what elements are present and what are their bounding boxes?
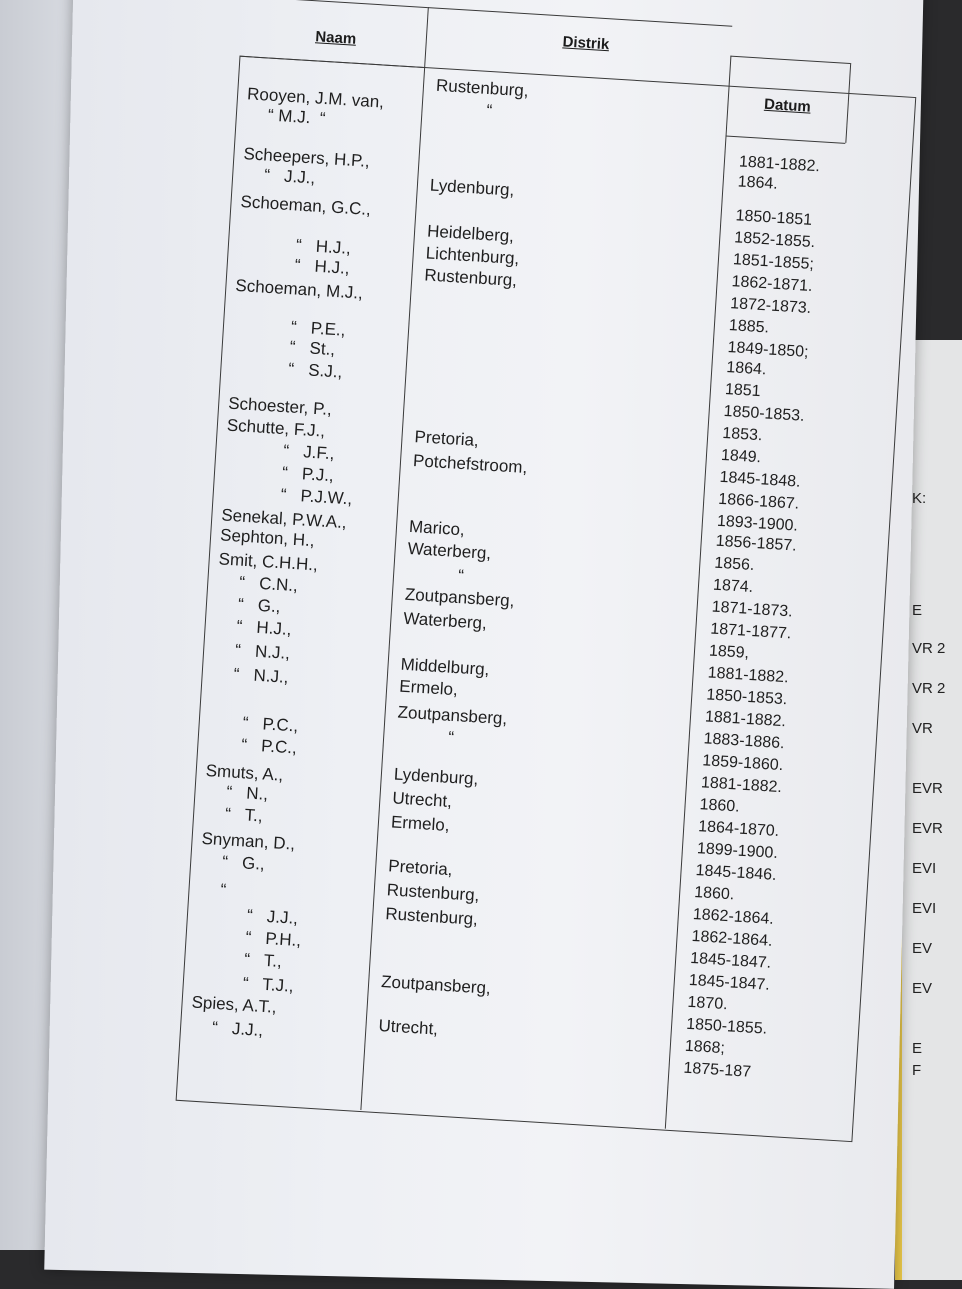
datum-cell: 1853.: [721, 424, 763, 445]
distrik-cell: Rustenburg,: [435, 75, 530, 101]
naam-cell: Sephton, H.,: [219, 525, 316, 551]
naam-cell: Schoeman, M.J.,: [234, 275, 364, 303]
datum-cell: 1850-1853.: [705, 686, 788, 709]
naam-cell: Snyman, D.,: [201, 828, 296, 854]
datum-cell: 1845-1847.: [689, 949, 772, 972]
distrik-cell: Waterberg,: [402, 608, 488, 633]
adjacent-page-fragment: EV: [912, 980, 933, 997]
adjacent-page-fragment: VR 2: [912, 640, 946, 657]
datum-cell: 1859,: [708, 642, 750, 662]
distrik-cell: Marico,: [408, 516, 466, 540]
naam-cell: “ H.J.,: [294, 255, 351, 278]
adjacent-page-fragment: VR 2: [912, 680, 946, 697]
datum-cell: 1856-1857.: [715, 532, 798, 555]
distrik-cell: Lichtenburg,: [425, 243, 520, 269]
naam-cell: “ G.,: [237, 594, 282, 617]
distrik-cell: Heidelberg,: [426, 221, 515, 246]
distrik-cell: Lydenburg,: [429, 175, 515, 200]
distrik-cell: Ermelo,: [390, 812, 451, 835]
distrik-cell: “: [486, 100, 493, 121]
datum-cell: 1881-1882.: [707, 664, 790, 687]
book-page: [44, 0, 923, 1289]
adjacent-page-fragment: E: [912, 602, 923, 619]
naam-cell: “ M.J. “: [267, 105, 327, 129]
datum-cell: 1849.: [720, 446, 762, 467]
header-distrik: Distrik: [562, 33, 610, 54]
naam-cell: Schoeman, G.C.,: [240, 192, 372, 219]
naam-cell: “ T.,: [243, 949, 283, 971]
datum-cell: 1845-1848.: [719, 468, 802, 491]
distrik-cell: “: [457, 566, 465, 586]
distrik-cell: Pretoria,: [387, 856, 454, 880]
datum-cell: 1871-1877.: [709, 620, 792, 643]
datum-cell: 1851: [724, 380, 762, 401]
distrik-cell: Zoutpansberg,: [397, 702, 508, 729]
naam-cell: Rooyen, J.M. van,: [246, 84, 385, 112]
datum-cell: 1864.: [725, 359, 767, 379]
datum-cell: 1856.: [713, 554, 755, 575]
naam-cell: “ J.F.,: [282, 441, 335, 464]
adjacent-page-fragment: EVI: [912, 900, 937, 917]
datum-cell: 1864-1870.: [697, 818, 780, 841]
datum-cell: 1885.: [728, 317, 770, 337]
naam-cell: Schutte, F.J.,: [226, 415, 326, 441]
naam-cell: “ J.J.,: [263, 165, 316, 188]
header-datum: Datum: [763, 95, 812, 116]
datum-cell: 1872-1873.: [729, 295, 812, 318]
naam-cell: “ N.J.,: [233, 664, 290, 687]
datum-cell: 1874.: [712, 576, 754, 597]
datum-cell: 1870.: [687, 993, 729, 1014]
adjacent-page-fragment: EVR: [912, 780, 943, 797]
datum-cell: 1864.: [737, 173, 779, 193]
datum-cell: 1862-1864.: [691, 927, 773, 950]
naam-cell: “ P.J.W.,: [280, 485, 353, 509]
naam-cell: “ G.,: [221, 852, 266, 874]
datum-cell: 1852-1855.: [733, 229, 816, 252]
naam-cell: “ P.J.,: [281, 463, 335, 486]
datum-cell: 1871-1873.: [711, 598, 794, 621]
adjacent-page-fragment: E: [912, 1040, 923, 1057]
datum-cell: 1851-1855;: [732, 251, 815, 274]
datum-cell: 1881-1882.: [704, 708, 787, 731]
distrik-cell: Rustenburg,: [423, 265, 518, 291]
naam-cell: “: [219, 880, 227, 900]
datum-cell: 1881-1882.: [700, 774, 783, 797]
distrik-cell: Lydenburg,: [393, 764, 479, 789]
datum-cell: 1883-1886.: [703, 730, 786, 753]
naam-cell: “ C.N.,: [238, 572, 299, 596]
adjacent-page-fragment: EVI: [912, 860, 937, 877]
datum-cell: 1881-1882.: [738, 153, 821, 176]
naam-cell: Senekal, P.W.A.,: [220, 505, 348, 533]
naam-cell: Smit, C.H.H.,: [218, 549, 319, 575]
datum-cell: 1868;: [684, 1037, 726, 1058]
datum-cell: 1866-1867.: [717, 490, 800, 513]
datum-cell: 1860.: [699, 796, 741, 816]
adjacent-page-fragment: F: [912, 1062, 922, 1079]
adjacent-page-fragment: K:: [912, 490, 927, 507]
distrik-cell: “: [447, 727, 455, 748]
distrik-cell: Rustenburg,: [386, 880, 480, 905]
datum-cell: 1862-1871.: [731, 273, 813, 296]
datum-cell: 1845-1846.: [695, 862, 777, 884]
header-naam: Naam: [314, 28, 357, 48]
naam-cell: “ P.C.,: [240, 735, 298, 758]
naam-cell: Smuts, A.,: [205, 760, 284, 785]
naam-cell: “ H.J.,: [236, 616, 292, 639]
naam-cell: “ St.,: [289, 337, 336, 360]
distrik-cell: Utrecht,: [391, 788, 453, 812]
naam-cell: Schoester, P.,: [227, 393, 333, 419]
datum-cell: 1875-187: [683, 1059, 752, 1081]
datum-cell: 1850-1851: [735, 207, 813, 229]
distrik-cell: Zoutpansberg,: [404, 584, 515, 611]
datum-cell: 1849-1850;: [727, 339, 809, 361]
naam-cell: “ P.H.,: [245, 927, 302, 951]
distrik-cell: Pretoria,: [414, 427, 480, 450]
naam-cell: “ J.J.,: [246, 905, 299, 928]
register-table: [175, 0, 937, 1161]
naam-cell: “ H.J.,: [295, 235, 352, 258]
distrik-cell: Ermelo,: [398, 676, 459, 700]
naam-cell: “ J.J.,: [211, 1017, 264, 1040]
datum-cell: 1899-1900.: [696, 840, 779, 863]
datum-cell: 1845-1847.: [688, 971, 771, 994]
naam-cell: “ P.C.,: [242, 713, 299, 736]
naam-cell: “ P.E.,: [290, 317, 347, 340]
distrik-cell: Utrecht,: [377, 1016, 439, 1039]
header-line-datum-top: [730, 56, 850, 64]
adjacent-page-fragment: EV: [912, 940, 933, 957]
adjacent-page-fragment: VR: [912, 720, 933, 737]
datum-cell: 1850-1853.: [723, 402, 806, 425]
naam-cell: Spies, A.T.,: [191, 992, 278, 1017]
header-line-naam: [243, 0, 428, 8]
naam-cell: “ S.J.,: [287, 359, 343, 382]
datum-cell: 1862-1864.: [692, 905, 775, 928]
datum-cell: 1860.: [693, 884, 735, 904]
header-line-distrik: [428, 7, 732, 27]
naam-cell: “ T.J.,: [242, 973, 295, 996]
naam-cell: “ T.,: [224, 804, 264, 826]
adjacent-page-fragment: EVR: [912, 820, 943, 837]
naam-cell: Scheepers, H.P.,: [242, 144, 371, 171]
distrik-cell: Zoutpansberg,: [380, 972, 492, 998]
datum-cell: 1893-1900.: [716, 512, 799, 535]
distrik-cell: Potchefstroom,: [412, 451, 528, 477]
datum-cell: 1850-1855.: [685, 1015, 768, 1038]
datum-cell: 1859-1860.: [701, 752, 784, 775]
naam-cell: “ N.,: [225, 782, 269, 804]
distrik-cell: Middelburg,: [400, 654, 490, 680]
distrik-cell: Rustenburg,: [384, 904, 479, 929]
distrik-cell: Waterberg,: [407, 538, 492, 563]
naam-cell: “ N.J.,: [234, 640, 291, 663]
